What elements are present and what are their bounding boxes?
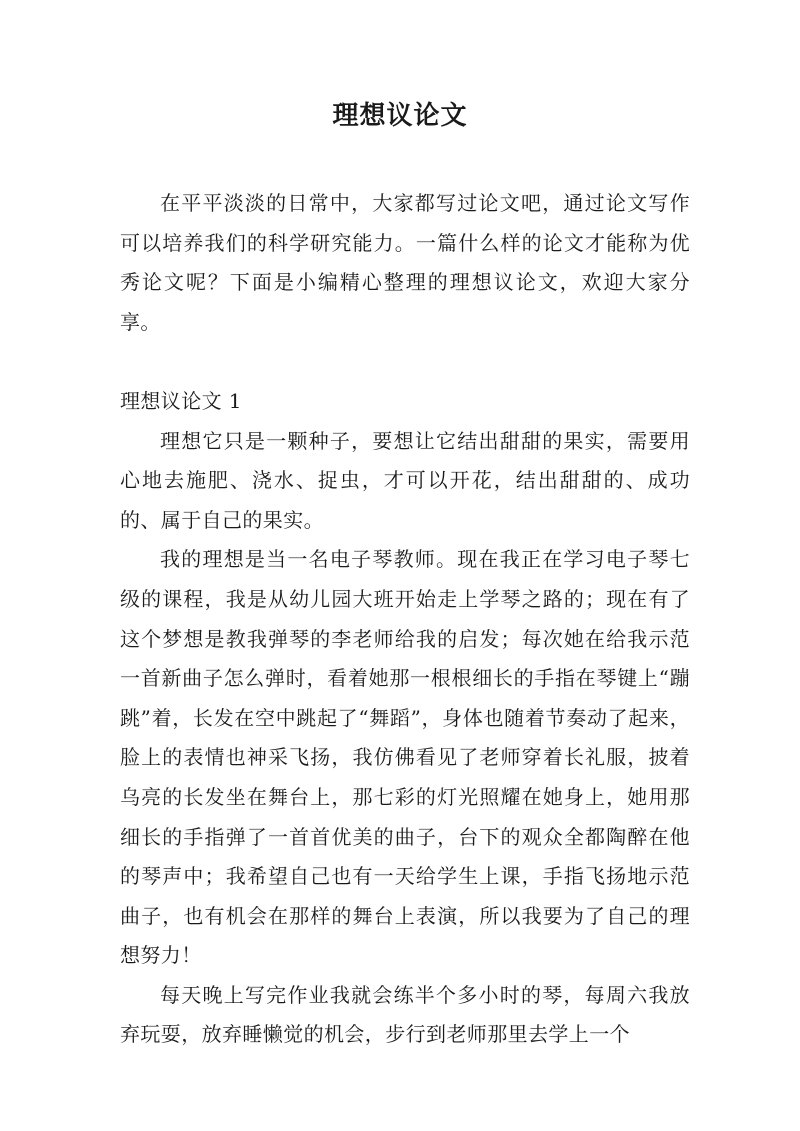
section-heading: 理想议论文 1 (120, 388, 242, 413)
body-paragraph-3: 每天晚上写完作业我就会练半个多小时的琴，每周六我放弃玩耍，放弃睡懒觉的机会，步行到老师那里去学上一个 (120, 982, 690, 1047)
body-paragraph-2: 我的理想是当一名电子琴教师。现在我正在学习电子琴七级的课程，我是从幼儿园大班开始走上学琴之路的；现在有了这个梦想是教我弹琴的李老师给我的启发；每次她在给我示范一首新曲子怎么弹时，看着她那一根根细长的手指在琴键上“蹦跳”着，长发在空中跳起了“舞蹈”，身体也随着节奏动了起来，脸上的表情也神采飞扬，我仿佛看见了老师穿着长礼服，披着乌亮的长发坐在舞台上，那七彩的灯光照耀在她身上，她用那细长的手指弹了一首首优美的曲子，台下的观众全都陶醉在他的琴声中；我希望自己也有一天给学生上课，手指飞扬地示范曲子，也有机会在那样的舞台上表演，所以我要为了自己的理想努力！ (120, 547, 690, 968)
body-paragraph-1: 理想它只是一颗种子，要想让它结出甜甜的果实，需要用心地去施肥、浇水、捉虫，才可以开花，结出甜甜的、成功的、属于自己的果实。 (120, 428, 690, 532)
document-title: 理想议论文 (332, 101, 468, 131)
document-body (120, 184, 690, 1055)
intro-paragraph: 在平平淡淡的日常中，大家都写过论文吧，通过论文写作可以培养我们的科学研究能力。一篇什么样的论文才能称为优秀论文呢？下面是小编精心整理的理想议论文，欢迎大家分享。 (120, 191, 690, 334)
